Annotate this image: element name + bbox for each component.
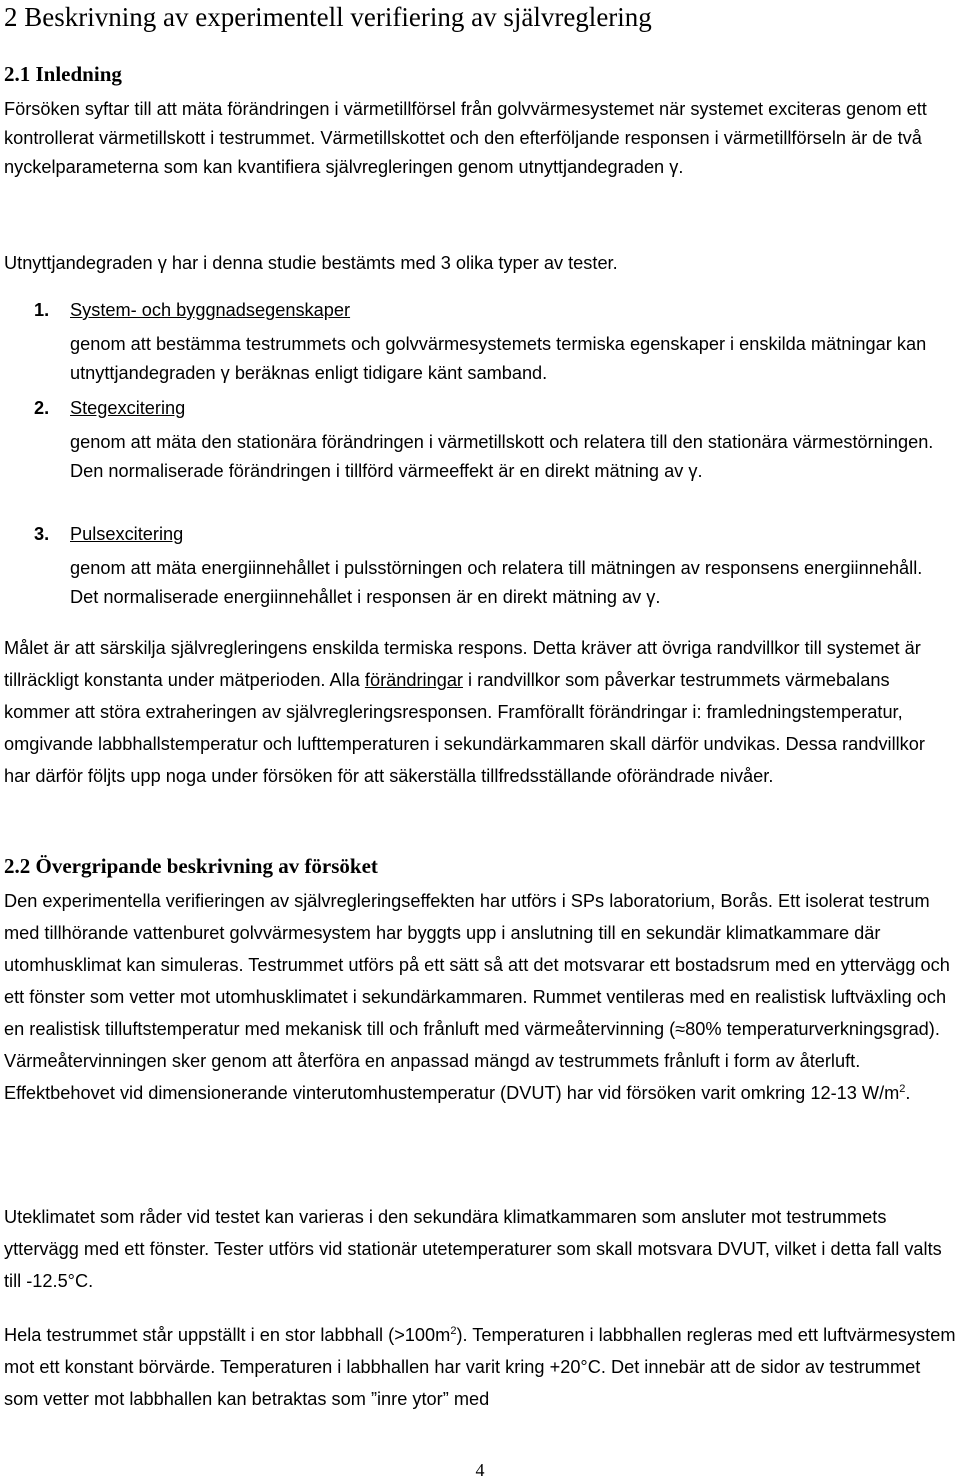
list-item-number: 2. xyxy=(34,398,50,418)
paragraph-outdoor-climate: Uteklimatet som råder vid testet kan varieras i den sekundära klimatkammaren som ansluter mot testrummets yttervägg med ett fönster. Tester utförs vid stationär utetemperaturer som skall motsvara DVUT, vilket i detta fall valts till -12.5°C. xyxy=(4,1207,942,1291)
paragraph-test-types: Utnyttjandegraden γ har i denna studie bestämts med 3 olika typer av tester. xyxy=(4,253,618,273)
paragraph-overview-end: . xyxy=(905,1083,911,1103)
superscript: 2 xyxy=(899,1082,906,1095)
paragraph-overview xyxy=(4,885,956,1109)
subsection-heading-2-1: 2.1 Inledning xyxy=(4,62,122,86)
page-number: 4 xyxy=(475,1460,485,1480)
paragraph-lab-hall xyxy=(4,1319,956,1415)
list-item-title: Stegexcitering xyxy=(70,398,186,418)
superscript: 2 xyxy=(450,1324,457,1337)
list-item-body: genom att bestämma testrummets och golvvärmesystemets termiska egenskaper i enskilda mätningar kan utnyttjandegraden γ beräknas enligt tidigare känt samband. xyxy=(70,334,927,383)
list-item-title: Pulsexcitering xyxy=(70,524,184,544)
list-item-body: genom att mäta energiinnehållet i pulsstörningen och relatera till mätningen av responsens energiinnehåll. Det normaliserade energiinnehållet i responsen är en direkt mätning av γ. xyxy=(70,558,923,607)
paragraph-lab-hall-text-a: Hela testrummet står uppställt i en stor labbhall (>100m xyxy=(4,1325,451,1345)
list-item-body: genom att mäta den stationära förändringen i värmetillskott och relatera till den stationära värmestörningen. Den normaliserade förändringen i tillförd värmeeffekt är en direkt mätning av γ. xyxy=(70,432,934,481)
paragraph-lab-hall-text-b: ). Temperaturen i labbhallen regleras med ett luftvärmesystem mot ett konstant börvärde. Temperaturen i labbhallen har varit kring +20°C. Det innebär att de sidor av testrummet som vetter mot labbhallen kan betraktas som ”inre ytor” med xyxy=(4,1325,956,1409)
paragraph-goal xyxy=(4,632,956,792)
section-title: 2 Beskrivning av experimentell verifiering av självreglering xyxy=(4,2,652,32)
paragraph-goal-text-b: i randvillkor som påverkar testrummets värmebalans kommer att störa extraheringen av självregleringsresponsen. Framförallt förändringar i: framledningstemperatur, omgivande labbhallstemperatur och lufttemperaturen i sekundärkammaren skall därför undvikas. Dessa randvillkor har därför följts upp noga under försöken för att säkerställa tillfredsställande oförändrade nivåer. xyxy=(4,670,925,786)
underlined-word: förändringar xyxy=(364,670,463,690)
paragraph-intro: Försöken syftar till att mäta förändringen i värmetillförsel från golvvärmesystemet när systemet exciteras genom ett kontrollerat värmetillskott i testrummet. Värmetillskottet och den efterföljande responsen i värmetillförseln är de två nyckelparameterna som kan kvantifiera självregleringen genom utnyttjandegraden γ. xyxy=(4,99,927,177)
list-item-number: 1. xyxy=(34,300,50,320)
list-item-number: 3. xyxy=(34,524,50,544)
paragraph-goal-text-a: Målet är att särskilja självregleringens enskilda termiska respons. Detta kräver att övriga randvillkor till systemet är tillräckligt konstanta under mätperioden. Alla xyxy=(4,638,921,690)
paragraph-overview-text: Den experimentella verifieringen av självregleringseffekten har utförs i SPs laboratorium, Borås. Ett isolerat testrum med tillhörande vattenburet golvvärmesystem har byggts upp i anslutning till en sekundär klimatkammare där utomhusklimat kan simuleras. Testrummet utförs på ett sätt så att det motsvarar ett bostadsrum med en yttervägg och ett fönster som vetter mot utomhusklimatet i sekundärkammaren. Rummet ventileras med en realistisk luftväxling och en realistisk tilluftstemperatur med mekanisk till och frånluft med värmeåtervinning (≈80% temperaturverkningsgrad). Värmeåtervinningen sker genom att återföra en anpassad mängd av testrummets frånluft i form av återluft. Effektbehovet vid dimensionerande vinterutomhustemperatur (DVUT) har vid försöken varit omkring 12-13 W/m xyxy=(4,891,950,1103)
subsection-heading-2-2: 2.2 Övergripande beskrivning av försöket xyxy=(4,854,378,878)
list-item-title: System- och byggnadsegenskaper xyxy=(70,300,351,320)
